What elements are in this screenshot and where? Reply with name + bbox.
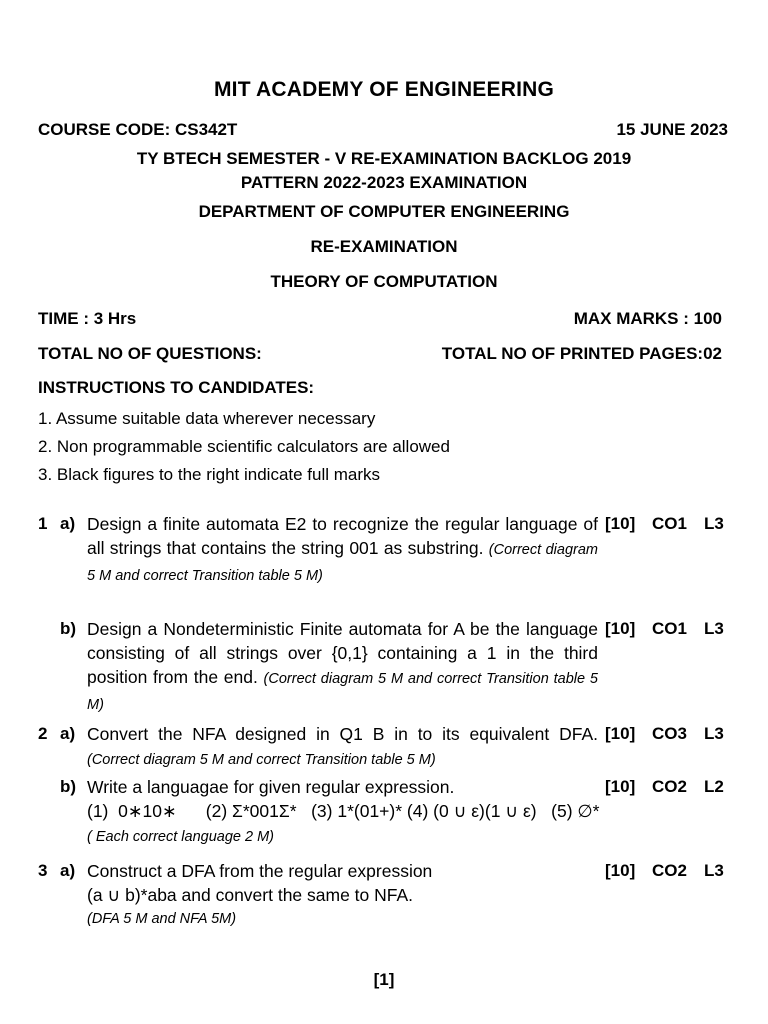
question-part: b): [60, 619, 77, 638]
question-marks: [10]: [605, 619, 636, 638]
question-number: 2: [38, 724, 48, 743]
question-part: b): [60, 777, 77, 796]
question-body: Design a Nondeterministic Finite automata for A be the language consisting of all strings over {0,1} containing a 1 in the third position from the end.: [87, 619, 598, 687]
course-code: COURSE CODE: CS342T: [38, 120, 238, 139]
instruction-item: 2. Non programmable scientific calculators are allowed: [38, 437, 450, 456]
question-body: Construct a DFA from the regular expression: [87, 861, 433, 881]
page-number: [1]: [373, 970, 395, 989]
question-text: [87, 722, 598, 772]
question-level: L3: [704, 619, 724, 638]
question-number: 1: [38, 514, 48, 533]
department: DEPARTMENT OF COMPUTER ENGINEERING: [198, 202, 570, 221]
question-note: ( Each correct language 2 M): [87, 829, 274, 845]
question-number: 3: [38, 861, 48, 880]
exam-time: TIME : 3 Hrs: [38, 309, 137, 328]
question-note: (DFA 5 M and NFA 5M): [87, 911, 237, 927]
question-part: a): [60, 861, 76, 880]
exam-date: 15 JUNE 2023: [616, 120, 728, 139]
question-note: (Correct diagram 5 M and correct Transition table 5 M): [87, 542, 598, 584]
question-level: L3: [704, 514, 724, 533]
question-text: [87, 617, 598, 717]
exam-line-2: PATTERN 2022-2023 EXAMINATION: [240, 173, 528, 192]
question-part: a): [60, 724, 76, 743]
question-part: a): [60, 514, 76, 533]
exam-type: RE-EXAMINATION: [310, 237, 458, 256]
instruction-item: 3. Black figures to the right indicate full marks: [38, 465, 381, 484]
question-marks: [10]: [605, 861, 636, 880]
question-co: CO1: [652, 514, 687, 533]
question-co: CO2: [652, 777, 687, 796]
question-marks: [10]: [605, 514, 636, 533]
question-level: L3: [704, 724, 724, 743]
question-body: Design a finite automata E2 to recognize the regular language of all strings that contains the string 001 as substring.: [87, 514, 598, 558]
question-co: CO3: [652, 724, 687, 743]
question-body: Convert the NFA designed in Q1 B in to its equivalent DFA.: [87, 724, 598, 744]
max-marks: MAX MARKS : 100: [573, 309, 722, 328]
question-body: Write a languagae for given regular expression.: [87, 777, 455, 797]
subject: THEORY OF COMPUTATION: [270, 272, 498, 291]
total-pages: TOTAL NO OF PRINTED PAGES:02: [441, 344, 722, 363]
question-text: [87, 512, 598, 588]
question-marks: [10]: [605, 777, 636, 796]
question-text: [87, 775, 602, 849]
question-co: CO1: [652, 619, 687, 638]
question-expressions: [87, 799, 602, 849]
question-co: CO2: [652, 861, 687, 880]
instructions-heading: INSTRUCTIONS TO CANDIDATES:: [38, 378, 315, 397]
question-body-continued: (a ∪ b)*aba and convert the same to NFA.: [87, 885, 414, 905]
total-questions: TOTAL NO OF QUESTIONS:: [38, 344, 262, 363]
institute-title: MIT ACADEMY OF ENGINEERING: [213, 78, 555, 101]
instruction-item: 1. Assume suitable data wherever necessary: [38, 409, 376, 428]
exam-line-1: TY BTECH SEMESTER - V RE-EXAMINATION BACKLOG 2019: [136, 149, 632, 168]
question-level: L3: [704, 861, 724, 880]
question-text: [87, 859, 598, 931]
question-marks: [10]: [605, 724, 636, 743]
question-level: L2: [704, 777, 724, 796]
question-note: (Correct diagram 5 M and correct Transition table 5 M): [87, 752, 436, 768]
question-note: (Correct diagram 5 M and correct Transition table 5 M): [87, 671, 598, 713]
regex-list: (1) 0∗10∗ (2) Σ*001Σ* (3) 1*(01+)* (4) (0 ∪ ε)(1 ∪ ε) (5) ∅*: [87, 801, 600, 821]
